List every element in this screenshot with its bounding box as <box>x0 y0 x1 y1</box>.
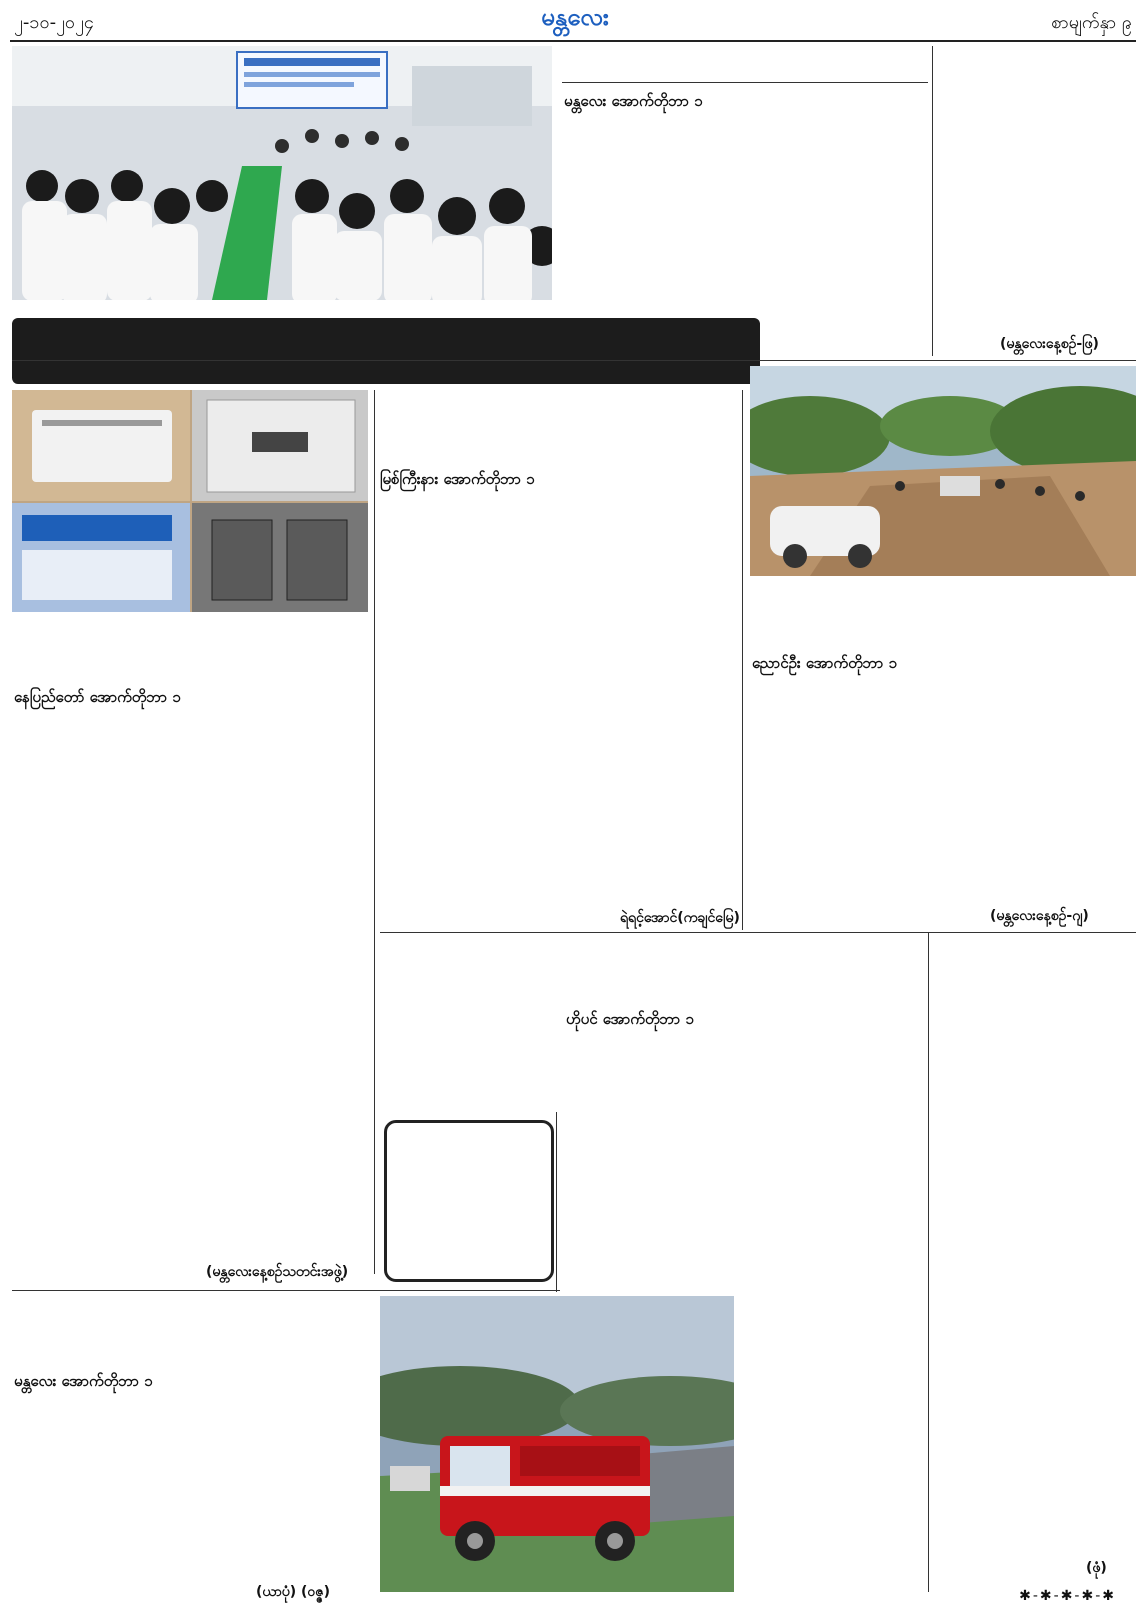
masthead-logo: မန္တလေး <box>541 3 609 31</box>
credit-traveler-drugs: ရဲရင့်အောင်(ကချင်မြေ) <box>620 910 740 926</box>
byline-passenger-drugs: ဟိုပင် အောက်တိုဘာ ၁ <box>566 1010 694 1028</box>
header-rule <box>10 40 1136 42</box>
photo-flood-road <box>750 366 1136 576</box>
headline-rule <box>562 82 928 83</box>
body-car-fire-col1 <box>14 1396 188 1596</box>
page-header <box>0 0 1146 44</box>
body-contraband-col2 <box>196 688 370 1242</box>
body-car-fire-col2 <box>196 1372 372 1572</box>
credit-passenger-drugs: (ဖုံ) <box>1086 1560 1107 1576</box>
section-banner <box>12 318 760 384</box>
issue-date: ၂-၁၀-၂၀၂၄ <box>14 12 95 33</box>
body-drug-talk-col2 <box>752 90 928 314</box>
body-passenger-drugs-col1 <box>566 1034 736 1284</box>
body-passenger-drugs-col3 <box>934 940 1134 1552</box>
column-rule <box>742 390 743 930</box>
body-traveler-drugs-col1 <box>380 494 554 1108</box>
byline-drug-talk: မန္တလေး အောက်တိုဘာ ၁ <box>564 92 703 110</box>
photo-contraband <box>12 390 368 612</box>
photo-fire-truck <box>380 1296 734 1592</box>
body-traveler-drugs-col2 <box>562 470 736 900</box>
credit-drug-talk: (မန္တလေးနေ့စဉ်-ဖြ) <box>1000 336 1099 352</box>
notice-box <box>384 1120 554 1282</box>
body-flood-road-col2 <box>936 654 1134 884</box>
credit-car-fire: (ယာပုံ) (ဝဇ္ဇ) <box>256 1584 330 1600</box>
column-rule <box>374 390 375 1274</box>
credit-flood-road: (မန္တလေးနေ့စဉ်-ဂျ) <box>990 908 1089 924</box>
column-rule <box>932 46 933 356</box>
section-rule <box>12 1290 560 1291</box>
section-rule <box>380 932 1136 933</box>
photo-school-talk <box>12 46 552 300</box>
byline-contraband: နေပြည်တော် အောက်တိုဘာ ၁ <box>14 688 181 706</box>
credit-contraband: (မန္တလေးနေ့စဉ်သတင်းအဖွဲ့) <box>206 1264 349 1280</box>
column-rule <box>928 932 929 1592</box>
byline-car-fire: မန္တလေး အောက်တိုဘာ ၁ <box>14 1372 153 1390</box>
column-rule <box>556 1112 557 1292</box>
body-flood-road-col1 <box>752 678 928 918</box>
body-contraband-col1 <box>14 712 188 1276</box>
section-rule <box>12 360 1136 361</box>
end-marker: ✱-✱-✱-✱-✱ <box>1019 1588 1116 1604</box>
body-drug-talk-col1 <box>562 116 742 312</box>
body-drug-talk-col3 <box>938 50 1134 326</box>
byline-flood-road: ညောင်ဦး အောက်တိုဘာ ၁ <box>752 654 897 672</box>
page-number: စာမျက်နှာ ၉ <box>1051 12 1132 33</box>
body-passenger-drugs-col2 <box>748 940 924 1590</box>
byline-traveler-drugs: မြစ်ကြီးနား အောက်တိုဘာ ၁ <box>380 470 535 488</box>
